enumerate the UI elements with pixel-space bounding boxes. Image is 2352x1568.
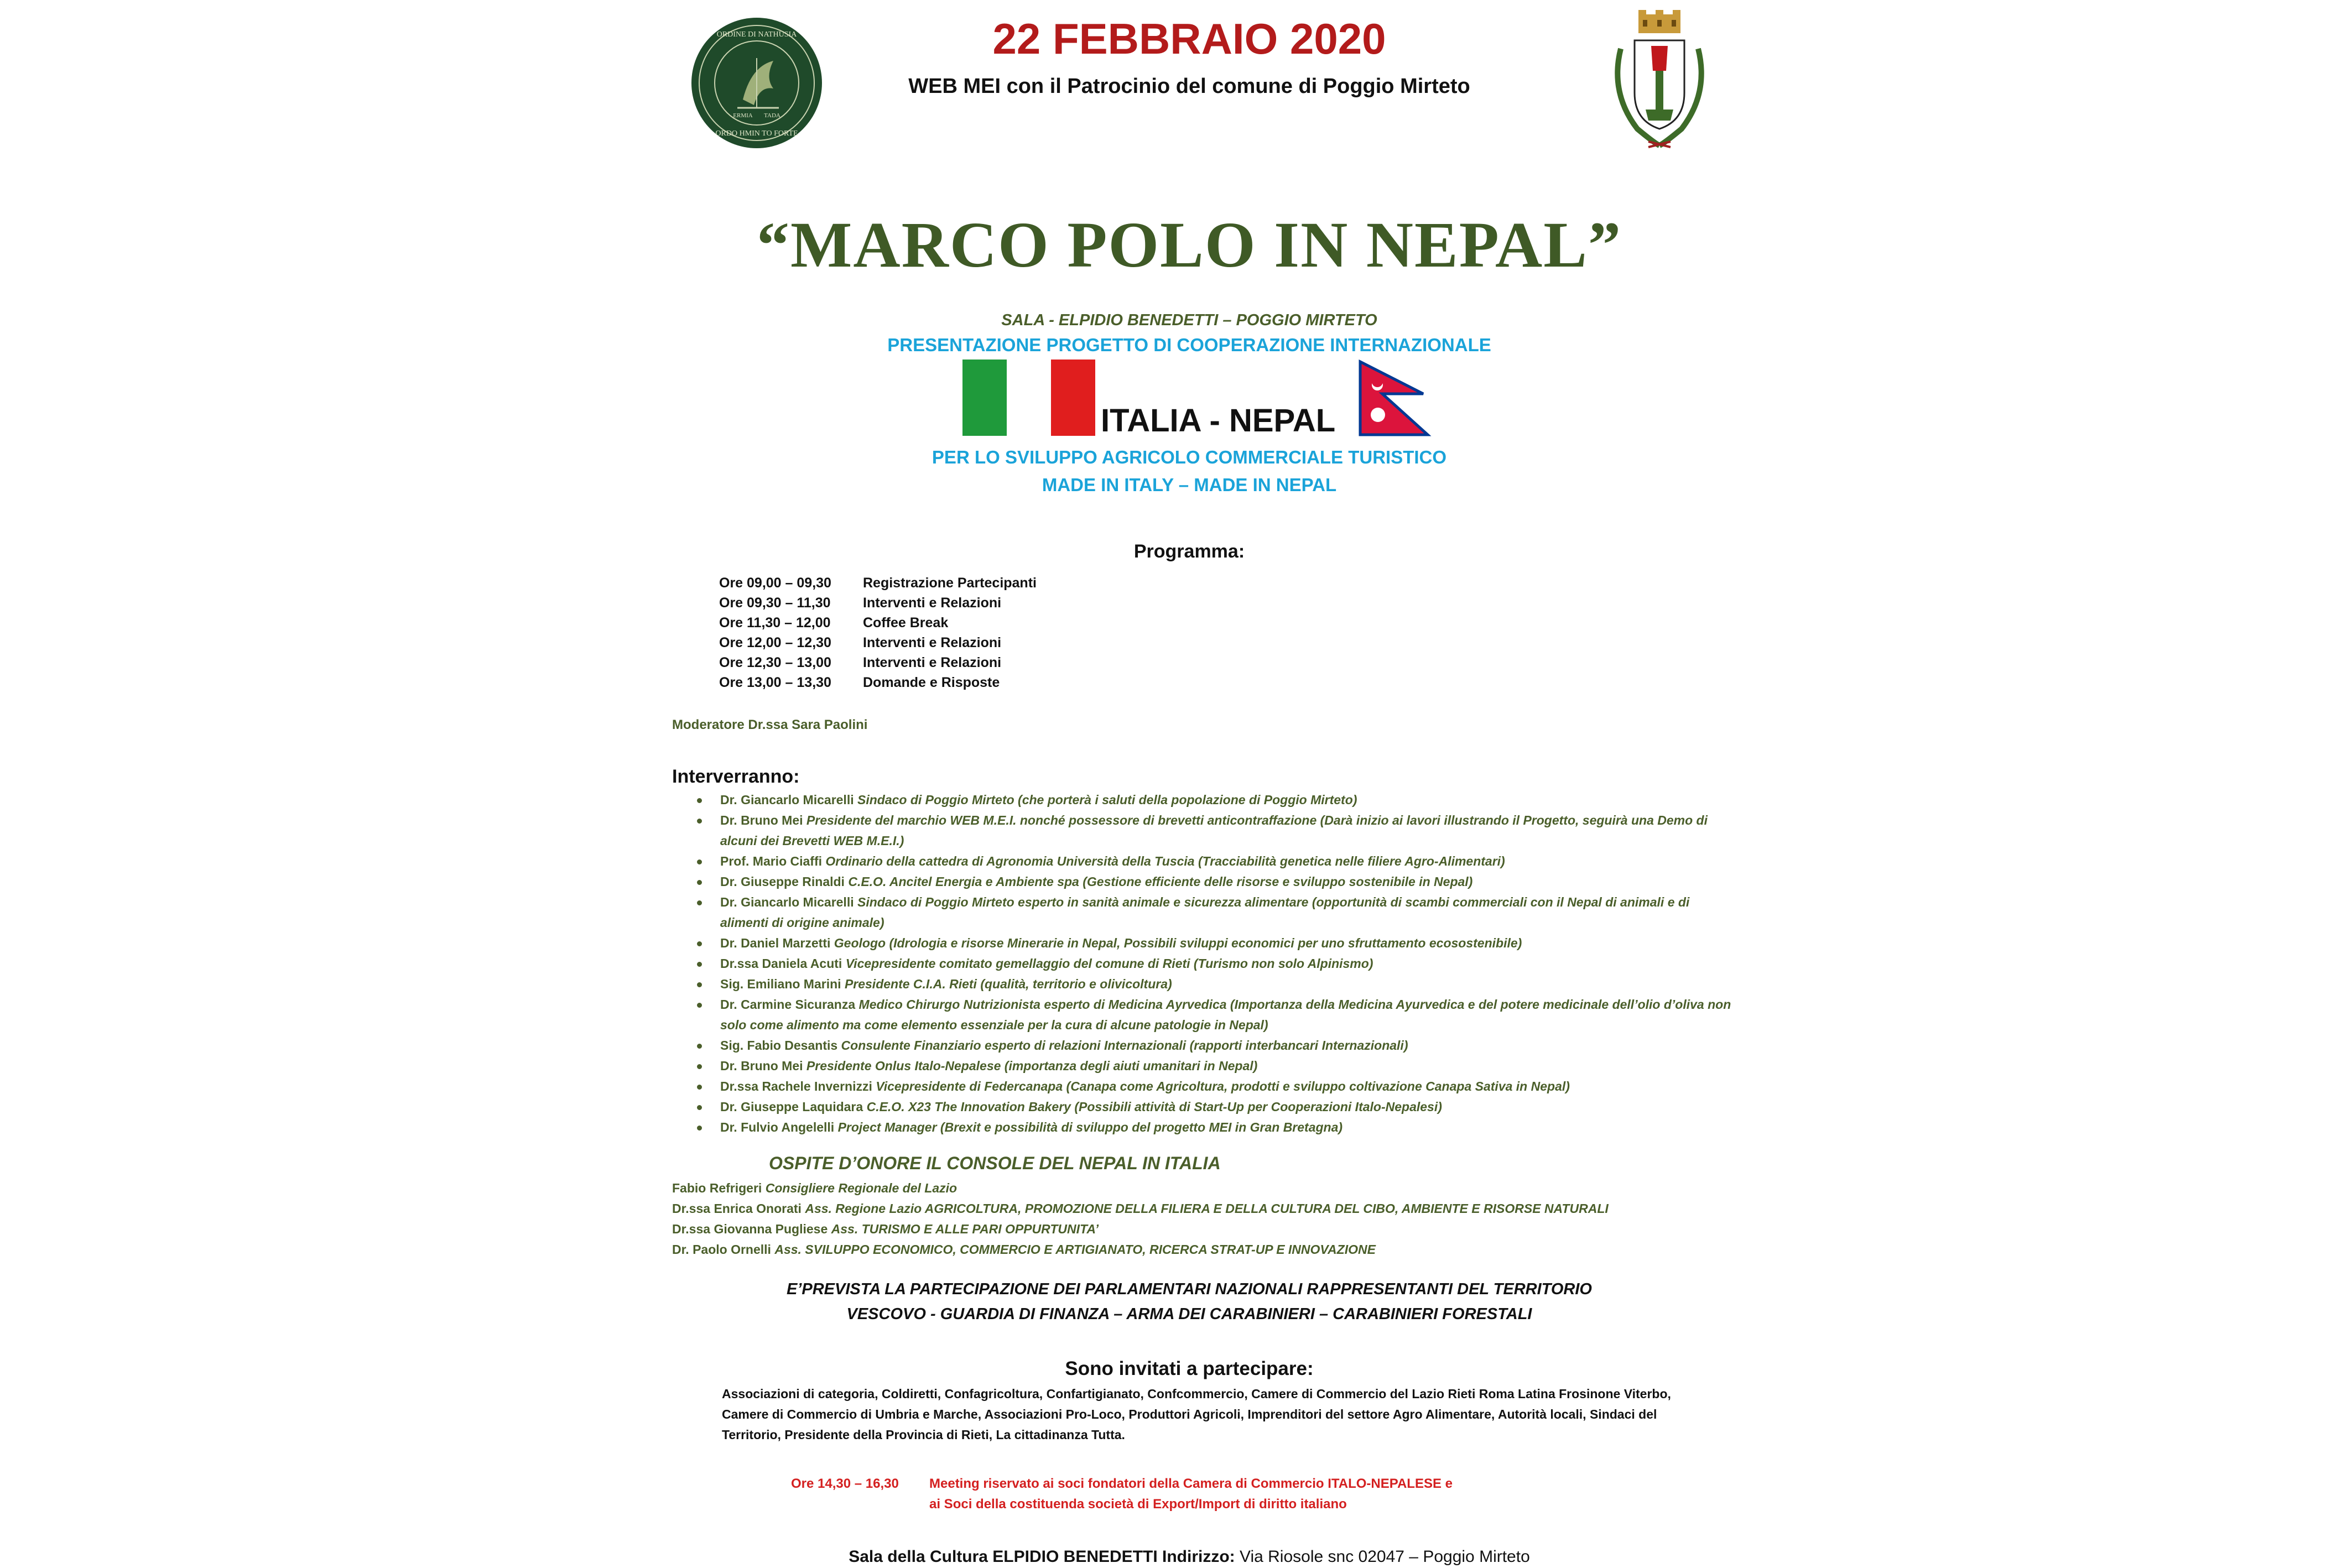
meeting-line-2 [791,1494,1453,1514]
speaker-item [697,810,1731,851]
bullet-icon [697,1064,702,1069]
speaker-name: Dr. Giancarlo Micarelli [720,793,854,807]
speaker-name: Dr. Bruno Mei [720,1059,803,1073]
speaker-name: Dr. Carmine Sicuranza [720,997,856,1012]
speaker-role: C.E.O. Ancitel Energia e Ambiente spa (Gestione efficiente delle risorse e sviluppo sostenibile in Nepal) [848,874,1473,889]
speaker-role: Presidente del marchio WEB M.E.I. nonché possessore di brevetti anticontraffazione (Darà inizio ai lavori illustrando il Progetto, seguirà una Demo di alcuni dei Brevetti WEB M.E.I.) [720,813,1708,848]
speaker-role: Sindaco di Poggio Mirteto esperto in sanità animale e sicurezza alimentare (opportunità di scambi commerciali con il Nepal di animali e di alimenti di origine animale) [720,895,1690,930]
schedule-time: Ore 11,30 – 12,00 [719,615,831,631]
bullet-icon [697,982,702,987]
schedule-row [719,615,1037,635]
parliament-line-2: VESCOVO - GUARDIA DI FINANZA – ARMA DEI CARABINIERI – CARABINIERI FORESTALI [846,1305,1532,1323]
meeting-text-2: ai Soci della costituenda società di Export/Import di diritto italiano [929,1497,1347,1512]
address-value: Via Riosole snc 02047 – Poggio Mirteto [1235,1548,1530,1566]
official-name: Dr. Paolo Ornelli [672,1242,771,1257]
speaker-item [697,892,1731,933]
main-title: “MARCO POLO IN NEPAL” [757,209,1622,281]
parliament-line-1: E’PREVISTA LA PARTECIPAZIONE DEI PARLAMENTARI NAZIONALI RAPPRESENTANTI DEL TERRITORIO [787,1280,1592,1298]
speaker-name: Dr. Giuseppe Rinaldi [720,874,845,889]
meeting-time: Ore 14,30 – 16,30 [791,1476,899,1491]
seal-text-mid-left: ERMIA [733,112,753,119]
officials-list [672,1178,1778,1260]
official-item [672,1178,1778,1199]
official-role: Ass. Regione Lazio AGRICOLTURA, PROMOZIONE DELLA FILIERA E DELLA CULTURA DEL CIBO, AMBIENTE E RISORSE NATURALI [805,1201,1609,1216]
patronage-line: WEB MEI con il Patrocinio del comune di Poggio Mirteto [908,75,1470,98]
speakers-title: Interverranno: [672,766,800,787]
address-line [719,1548,1659,1566]
bullet-icon [697,819,702,824]
schedule-activity: Domande e Risposte [863,675,1000,690]
speaker-item [697,790,1731,810]
official-role: Ass. SVILUPPO ECONOMICO, COMMERCIO E ARTIGIANATO, RICERCA STRAT-UP E INNOVAZIONE [774,1242,1376,1257]
speaker-role: Presidente C.I.A. Rieti (qualità, territorio e olivicoltura) [844,977,1172,991]
speaker-item [697,933,1731,954]
program-title: Programma: [1133,541,1245,562]
bullet-icon [697,1085,702,1090]
schedule-row [719,595,1037,615]
schedule-activity: Registrazione Partecipanti [863,575,1037,591]
speaker-item [697,1056,1731,1076]
meeting-text-1: Meeting riservato ai soci fondatori della Camera di Commercio ITALO-NEPALESE e [929,1476,1453,1491]
speaker-item [697,1117,1731,1138]
schedule-row [719,575,1037,595]
development-line: PER LO SVILUPPO AGRICOLO COMMERCIALE TURISTICO [932,447,1447,467]
speaker-name: Dr.ssa Rachele Invernizzi [720,1079,872,1093]
official-item [672,1219,1778,1239]
speaker-item [697,1076,1731,1097]
bullet-icon [697,880,702,885]
speaker-role: Sindaco di Poggio Mirteto (che porterà i saluti della popolazione di Poggio Mirteto) [857,793,1357,807]
speaker-item [697,974,1731,994]
speaker-role: Project Manager (Brexit e possibilità di sviluppo del progetto MEI in Gran Bretagna) [837,1120,1343,1134]
speaker-item [697,1035,1731,1056]
bullet-icon [697,1044,702,1049]
schedule-row [719,655,1037,675]
schedule-time: Ore 09,30 – 11,30 [719,595,831,611]
invited-title: Sono invitati a partecipare: [1065,1358,1314,1379]
speaker-role: Vicepresidente comitato gemellaggio del comune di Rieti (Turismo non solo Alpinismo) [845,956,1373,971]
official-name: Dr.ssa Giovanna Pugliese [672,1222,828,1236]
bullet-icon [697,859,702,864]
made-in-line: MADE IN ITALY – MADE IN NEPAL [1042,475,1337,495]
meeting-line-1 [791,1473,1453,1494]
speaker-name: Sig. Emiliano Marini [720,977,841,991]
speaker-name: Dr. Bruno Mei [720,813,803,827]
official-item [672,1199,1778,1219]
speaker-name: Sig. Fabio Desantis [720,1038,838,1053]
moderator-line: Moderatore Dr.ssa Sara Paolini [672,717,868,732]
speaker-item [697,954,1731,974]
speaker-name: Dr. Giancarlo Micarelli [720,895,854,909]
meeting-note [791,1473,1453,1514]
nepal-flag [1358,360,1435,437]
speaker-name: Dr. Giuseppe Laquidara [720,1100,863,1114]
speaker-item [697,872,1731,892]
bullet-icon [697,1126,702,1131]
speaker-name: Dr. Daniel Marzetti [720,936,831,950]
address-label: Sala della Cultura ELPIDIO BENEDETTI Indirizzo: [849,1548,1235,1566]
invited-text: Associazioni di categoria, Coldiretti, Confagricoltura, Confartigianato, Confcommercio, Camere di Commercio del Lazio Rieti Roma Latina Frosinone Viterbo, Camere di Commercio di Umbria e Marche, Associazioni Pro-Loco, Produttori Agricoli, Imprenditori del settore Agro Alimentare, Autorità locali, Sindaci del Territorio, Presidente della Provincia di Rieti, La cittadinanza Tutta. [722,1387,1671,1442]
schedule-activity: Interventi e Relazioni [863,635,1002,650]
schedule-time: Ore 12,00 – 12,30 [719,635,831,650]
speaker-role: Ordinario della cattedra di Agronomia Università della Tuscia (Tracciabilità genetica nelle filiere Agro-Alimentari) [825,854,1505,868]
bullet-icon [697,900,702,905]
venue-line: SALA - ELPIDIO BENEDETTI – POGGIO MIRTETO [1001,311,1377,329]
speakers-list [697,790,1731,1138]
bullet-icon [697,941,702,946]
schedule-activity: Interventi e Relazioni [863,595,1002,611]
official-name: Dr.ssa Enrica Onorati [672,1201,802,1216]
schedule-time: Ore 13,00 – 13,30 [719,675,831,690]
schedule-activity: Interventi e Relazioni [863,655,1002,670]
seal-text-top: ORDINE DI NATHUSIA [716,30,797,39]
seal-text-mid-right: TADA [764,112,780,119]
bullet-icon [697,1003,702,1008]
schedule-time: Ore 12,30 – 13,00 [719,655,831,670]
speaker-name: Dr.ssa Daniela Acuti [720,956,842,971]
official-item [672,1239,1778,1260]
speaker-name: Dr. Fulvio Angelelli [720,1120,835,1134]
seal-text-bottom: ORDO HMIN TO FORTE [715,129,798,138]
official-name: Fabio Refrigeri [672,1181,762,1195]
event-date: 22 FEBBRAIO 2020 [992,14,1386,63]
official-role: Consigliere Regionale del Lazio [765,1181,958,1195]
program-schedule [719,575,1037,695]
speaker-item [697,851,1731,872]
italy-flag [962,360,1095,436]
speaker-role: Consulente Finanziario esperto di relazioni Internazionali (rapporti interbancari Internazionali) [841,1038,1408,1053]
speaker-role: Geologo (Idrologia e risorse Minerarie in Nepal, Possibili sviluppi economici per uno sfruttamento ecosostenibile) [834,936,1522,950]
speaker-role: Vicepresidente di Federcanapa (Canapa come Agricoltura, prodotti e sviluppo coltivazione Canapa Sativa in Nepal) [876,1079,1570,1093]
guest-of-honor: OSPITE D’ONORE IL CONSOLE DEL NEPAL IN ITALIA [769,1153,1221,1173]
speaker-role: Medico Chirurgo Nutrizionista esperto di Medicina Ayrvedica (Importanza della Medicina Ayurvedica e del potere medicinale dell’olio d’oliva non solo come alimento ma come elemento essenziale per la cura di alcune patologie in Nepal) [720,997,1731,1032]
schedule-activity: Coffee Break [863,615,949,631]
speaker-name: Prof. Mario Ciaffi [720,854,823,868]
bullet-icon [697,962,702,967]
poggio-mirteto-coat-of-arms [1604,10,1715,154]
italia-nepal-label: ITALIA - NEPAL [1101,403,1336,439]
speaker-role: Presidente Onlus Italo-Nepalese (importanza degli aiuti umanitari in Nepal) [806,1059,1258,1073]
speaker-role: C.E.O. X23 The Innovation Bakery (Possibili attività di Start-Up per Cooperazioni Italo-Nepalesi) [866,1100,1442,1114]
schedule-row [719,675,1037,695]
bullet-icon [697,798,702,803]
official-role: Ass. TURISMO E ALLE PARI OPPURTUNITA’ [831,1222,1099,1236]
bullet-icon [697,1105,702,1110]
speaker-item [697,994,1731,1035]
schedule-row [719,635,1037,655]
schedule-time: Ore 09,00 – 09,30 [719,575,831,591]
speaker-item [697,1097,1731,1117]
presentation-line: PRESENTAZIONE PROGETTO DI COOPERAZIONE INTERNAZIONALE [887,335,1491,355]
